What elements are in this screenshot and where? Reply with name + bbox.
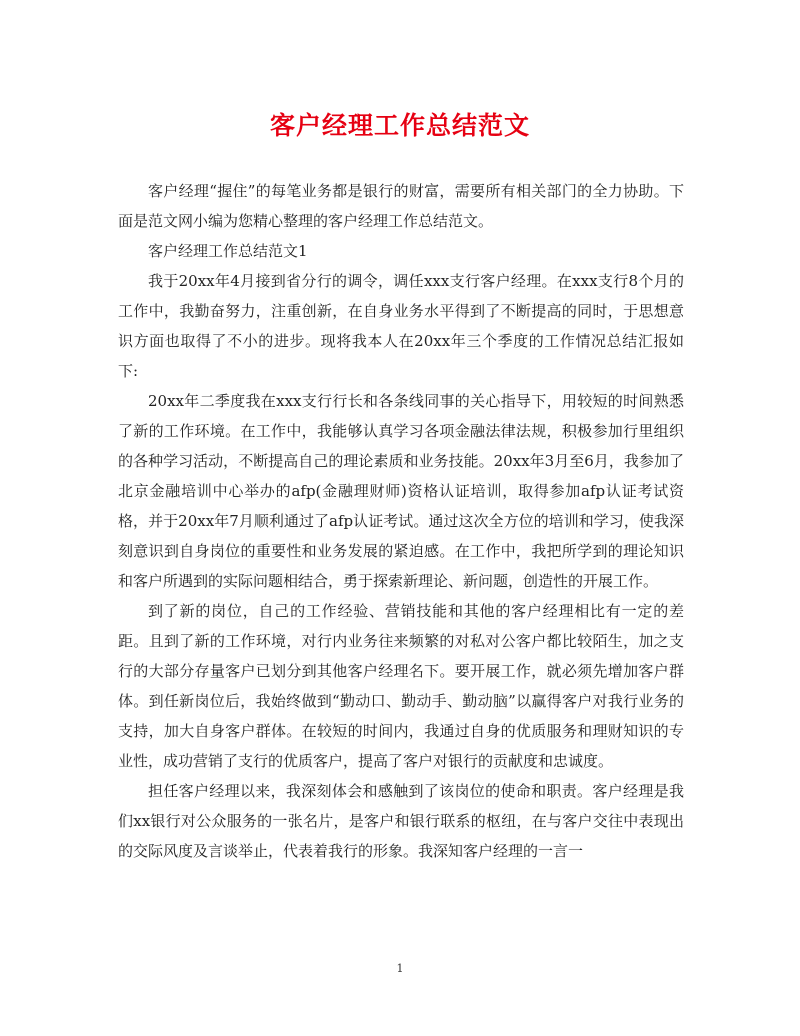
section-heading: 客户经理工作总结范文1 <box>148 242 308 260</box>
body-paragraph: 我于20xx年4月接到省分行的调令，调任xxx支行客户经理。在xxx支行8个月的工作中，我勤奋努力，注重创新，在自身业务水平得到了不断提高的同时，于思想意识方面也取得了不小的进步。现将我本人在20xx年三个季度的工作情况总结汇报如下: <box>118 272 684 380</box>
body-paragraph: 20xx年二季度我在xxx支行行长和各条线同事的关心指导下，用较短的时间熟悉了新的工作环境。在工作中，我能够认真学习各项金融法律法规，积极参加行里组织的各种学习活动，不断提高自己的理论素质和业务技能。20xx年3月至6月，我参加了北京金融培训中心举办的afp(金融理财师)资格认证培训，取得参加afp认证考试资格，并于20xx年7月顺利通过了afp认证考试。通过这次全方位的培训和学习，使我深刻意识到自身岗位的重要性和业务发展的紧迫感。在工作中，我把所学到的理论知识和客户所遇到的实际问题相结合，勇于探索新理论、新问题，创造性的开展工作。 <box>118 392 684 590</box>
body-paragraph: 担任客户经理以来，我深刻体会和感触到了该岗位的使命和职责。客户经理是我们xx银行对公众服务的一张名片，是客户和银行联系的枢纽，在与客户交往中表现出的交际风度及言谈举止，代表着我行的形象。我深知客户经理的一言一 <box>118 782 684 860</box>
page-number: 1 <box>396 962 404 975</box>
body-paragraph: 到了新的岗位，自己的工作经验、营销技能和其他的客户经理相比有一定的差距。且到了新的工作环境，对行内业务往来频繁的对私对公客户都比较陌生，加之支行的大部分存量客户已划分到其他客户经理名下。要开展工作，就必须先增加客户群体。到任新岗位后，我始终做到“勤动口、勤动手、勤动脑”以赢得客户对我行业务的支持，加大自身客户群体。在较短的时间内，我通过自身的优质服务和理财知识的专业性，成功营销了支行的优质客户，提高了客户对银行的贡献度和忠诚度。 <box>118 602 684 770</box>
intro-paragraph: 客户经理“握住”的每笔业务都是银行的财富，需要所有相关部门的全力协助。下面是范文网小编为您精心整理的客户经理工作总结范文。 <box>118 182 684 230</box>
document-title: 客户经理工作总结范文 <box>269 111 530 140</box>
document-body <box>118 176 684 866</box>
